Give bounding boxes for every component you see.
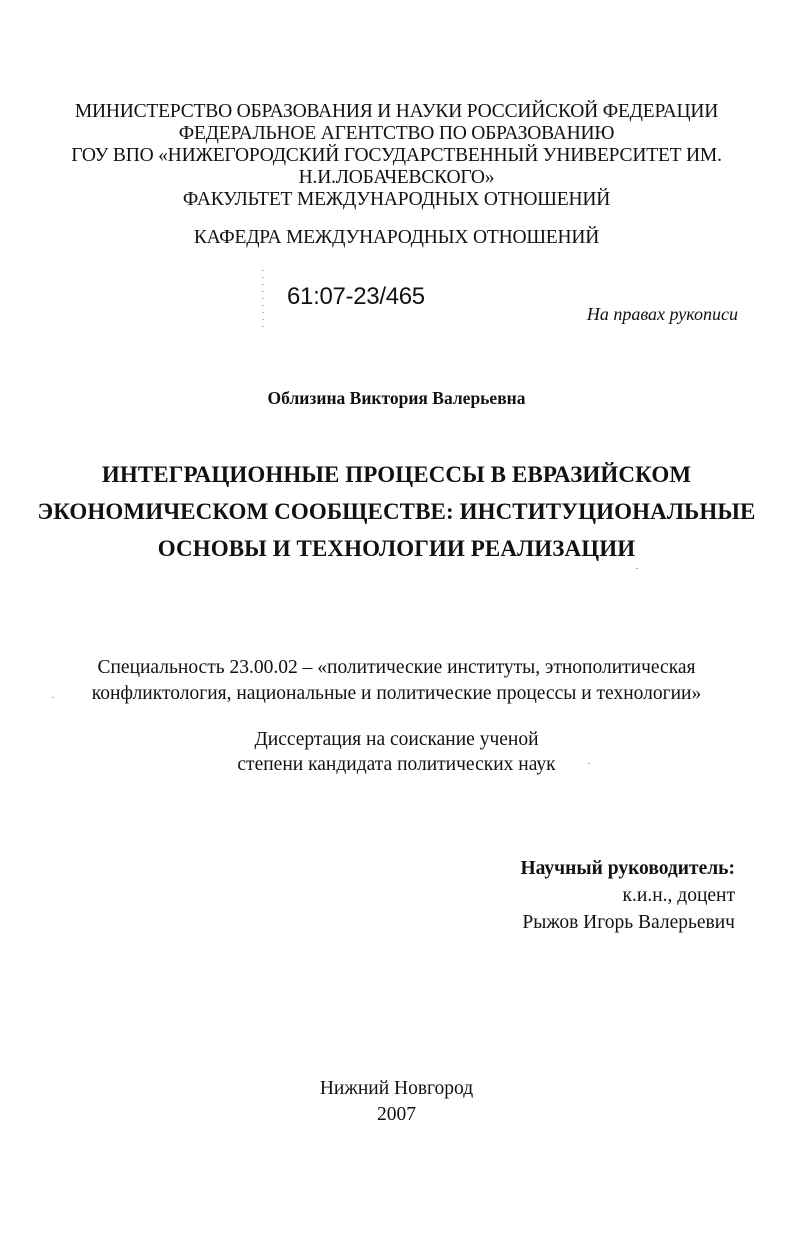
agency-line: ФЕДЕРАЛЬНОЕ АГЕНТСТВО ПО ОБРАЗОВАНИЮ: [178, 123, 615, 144]
title-line-3: ОСНОВЫ И ТЕХНОЛОГИИ РЕАЛИЗАЦИИ: [157, 536, 636, 561]
university-name-line: Н.И.ЛОБАЧЕВСКОГО»: [298, 167, 495, 188]
degree-line-2: степени кандидата политических наук: [237, 754, 556, 775]
faculty-line: ФАКУЛЬТЕТ МЕЖДУНАРОДНЫХ ОТНОШЕНИЙ: [182, 189, 611, 210]
degree-line-1: Диссертация на соискание ученой: [254, 729, 539, 750]
scan-margin-dots: [262, 270, 264, 332]
department-line: КАФЕДРА МЕЖДУНАРОДНЫХ ОТНОШЕНИЙ: [193, 227, 600, 248]
university-line: ГОУ ВПО «НИЖЕГОРОДСКИЙ ГОСУДАРСТВЕННЫЙ УНИВЕРСИТЕТ ИМ.: [71, 145, 722, 166]
specialty-line-2: конфликтология, национальные и политические процессы и технологии»: [91, 683, 702, 704]
ministry-line: МИНИСТЕРСТВО ОБРАЗОВАНИЯ И НАУКИ РОССИЙСКОЙ ФЕДЕРАЦИИ: [74, 101, 719, 122]
supervisor-name: Рыжов Игорь Валерьевич: [522, 912, 735, 933]
year: 2007: [377, 1104, 416, 1125]
author-name: Облизина Виктория Валерьевна: [267, 388, 526, 408]
stamp-code: 61:07-23/465: [287, 283, 425, 310]
scan-speck: [52, 697, 54, 698]
supervisor-block: [521, 855, 736, 936]
supervisor-label: Научный руководитель:: [520, 858, 735, 879]
scan-speck: [588, 763, 590, 764]
supervisor-credentials: к.и.н., доцент: [622, 885, 735, 906]
title-line-1: ИНТЕГРАЦИОННЫЕ ПРОЦЕССЫ В ЕВРАЗИЙСКОМ: [101, 462, 692, 487]
title-line-2: ЭКОНОМИЧЕСКОМ СООБЩЕСТВЕ: ИНСТИТУЦИОНАЛЬНЫЕ: [37, 499, 756, 524]
specialty-line-1: Специальность 23.00.02 – «политические институты, этнополитическая: [97, 657, 696, 678]
manuscript-note: На правах рукописи: [586, 304, 738, 324]
city: Нижний Новгород: [319, 1078, 474, 1099]
scan-speck: [636, 568, 638, 569]
